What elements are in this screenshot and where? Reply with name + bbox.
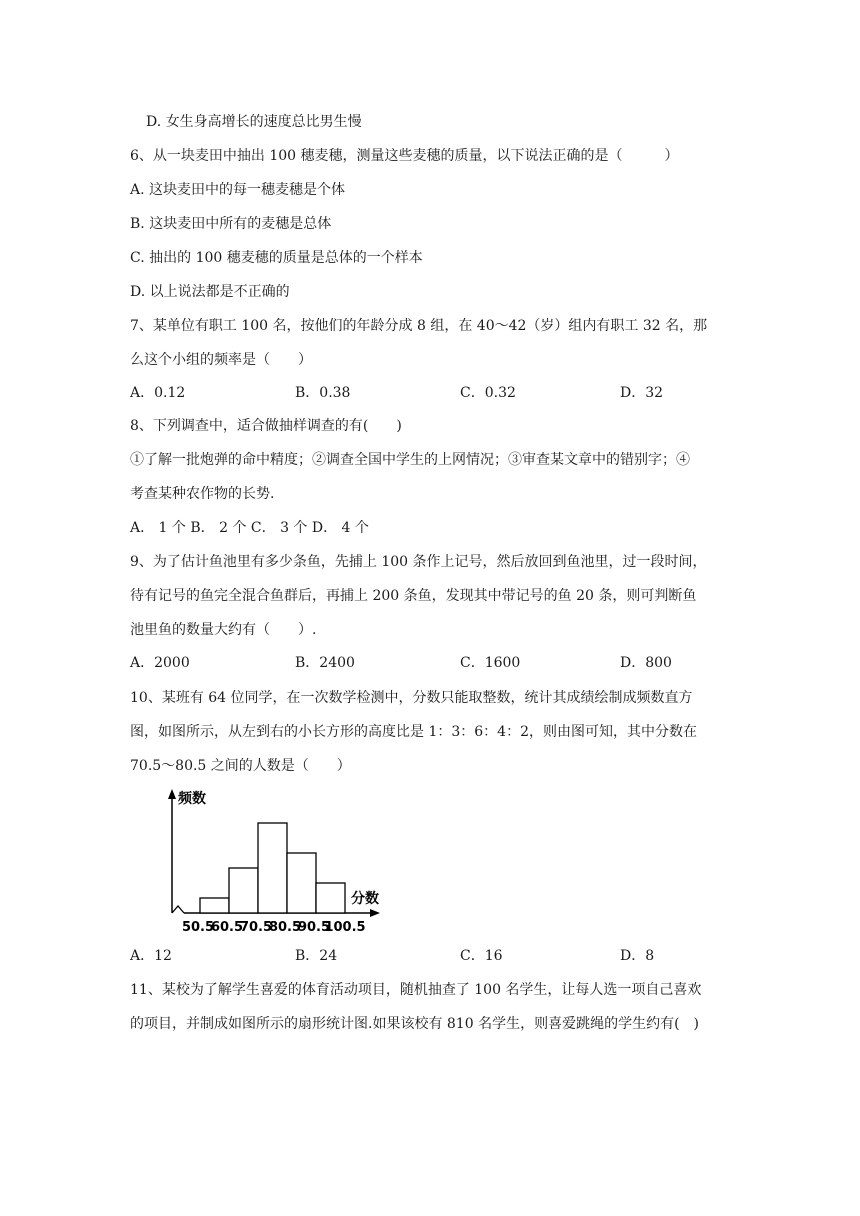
q7-stem-line1: 7、某单位有职工 100 名，按他们的年龄分成 8 组，在 40～42（岁）组内有职工 32 名，那 [130,318,708,334]
q11-stem-line1: 11、某校为了解学生喜爱的体育活动项目，随机抽查了 100 名学生，让每人选一项自己喜欢 [130,982,702,998]
x-tick-label: 100.5 [324,920,366,935]
y-axis-label: 频数 [178,791,206,807]
q10-options [130,946,750,966]
q7-option-a: A．0.12 [130,385,186,401]
q6-option-d: D. 以上说法都是不正确的 [130,284,290,300]
q11-stem-line2: 的项目，并制成如图所示的扇形统计图.如果该校有 810 名学生，则喜爱跳绳的学生约有( ) [130,1016,699,1032]
q8-items-line2: 考查某种农作物的长势. [130,486,275,502]
q8-options: A． 1 个 B． 2 个 C． 3 个 D． 4 个 [130,520,369,536]
q9-stem-line3: 池里鱼的数量大约有（ ）. [130,622,317,638]
q10-option-b: B．24 [295,948,338,964]
q10-option-c: C．16 [460,948,503,964]
q9-stem-line2: 待有记号的鱼完全混合鱼群后，再捕上 200 条鱼，发现其中带记号的鱼 20 条，则可判断鱼 [130,588,697,604]
histogram-bar [258,823,287,913]
q9-options [130,653,750,673]
q10-stem-line1: 10、某班有 64 位同学，在一次数学检测中，分数只能取整数，统计其成绩绘制成频数直方 [130,690,693,706]
q7-option-d: D．32 [620,385,664,401]
x-axis-arrow [370,909,380,917]
q6-stem: 6、从一块麦田中抽出 100 穗麦穗，测量这些麦穗的质量，以下说法正确的是（ ） [130,148,679,164]
q7-options [130,383,750,403]
q10-stem-line2: 图，如图所示，从左到右的小长方形的高度比是 1：3：6：4：2，则由图可知，其中分数在 [130,724,697,740]
q6-option-b: B. 这块麦田中所有的麦穗是总体 [130,216,332,232]
x-tick-label: 50.5 [181,920,215,935]
q9-option-c: C．1600 [460,655,521,671]
x-tick-label: 60.5 [210,920,244,935]
histogram-figure [155,785,395,935]
q6-option-a: A. 这块麦田中的每一穗麦穗是个体 [130,182,346,198]
axis-break-mark [172,906,184,913]
q10-option-a: A．12 [130,948,172,964]
y-axis-arrow [168,789,176,799]
q7-option-c: C．0.32 [460,385,516,401]
q9-option-b: B．2400 [295,655,355,671]
histogram-bar [287,853,316,913]
histogram-bar [316,883,345,913]
x-tick-label: 70.5 [239,920,273,935]
q10-option-d: D．8 [620,948,655,964]
q8-stem: 8、下列调查中，适合做抽样调查的有( ) [130,418,402,434]
x-tick-label: 90.5 [297,920,331,935]
q10-stem-line3: 70.5～80.5 之间的人数是（ ） [130,758,351,774]
q7-stem-line2: 么这个小组的频率是（ ） [130,352,312,368]
histogram-tick-labels [182,920,366,935]
q5-option-d: D. 女生身高增长的速度总比男生慢 [146,114,362,130]
histogram-bar [229,868,258,913]
q9-option-d: D．800 [620,655,672,671]
x-tick-label: 80.5 [268,920,302,935]
histogram-bar [200,898,229,913]
histogram-bars [200,823,345,913]
q8-items-line1: ①了解一批炮弹的命中精度；②调查全国中学生的上网情况；③审查某文章中的错别字；④ [130,452,690,468]
histogram-svg [155,785,395,935]
q7-option-b: B．0.38 [295,385,351,401]
x-axis-label: 分数 [351,891,379,907]
q9-option-a: A．2000 [130,655,190,671]
q6-option-c: C. 抽出的 100 穗麦穗的质量是总体的一个样本 [130,250,423,266]
q9-stem-line1: 9、为了估计鱼池里有多少条鱼，先捕上 100 条作上记号，然后放回到鱼池里，过一段时间， [130,554,707,570]
